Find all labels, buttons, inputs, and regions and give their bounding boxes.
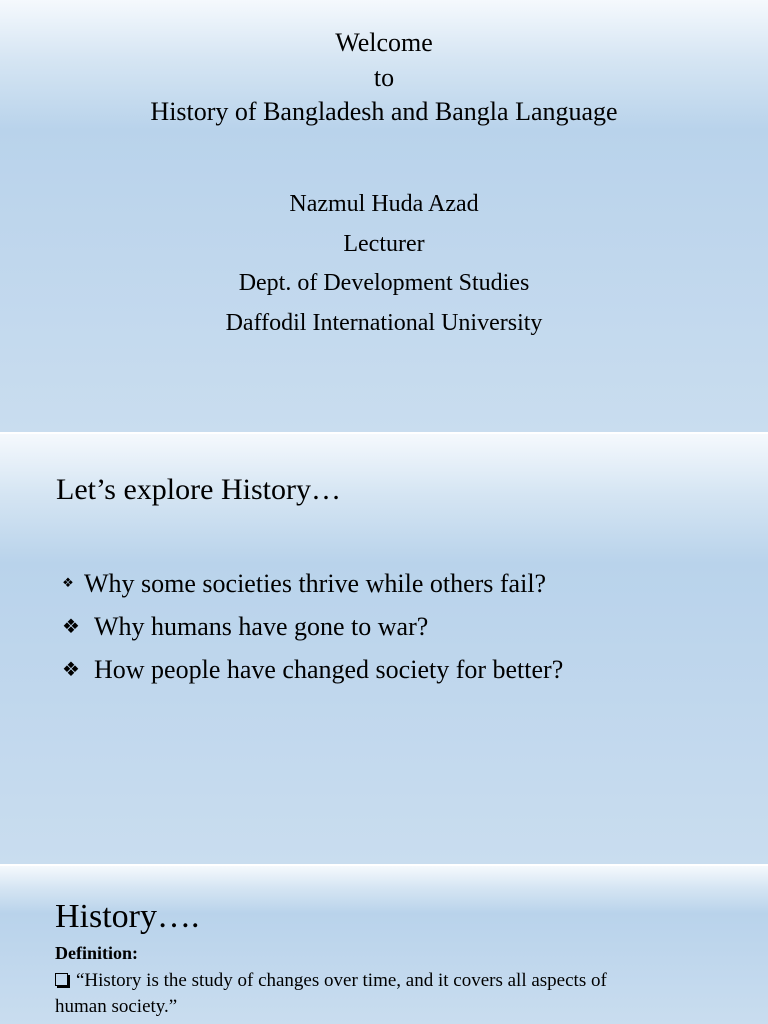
definition-line-1: “History is the study of changes over time, and it covers all aspects of [76, 970, 607, 991]
author-university: Daffodil International University [225, 309, 543, 336]
list-item-text: How people have changed society for better? [94, 655, 564, 684]
list-item [60, 648, 563, 691]
author-name: Nazmul Huda Azad [289, 191, 479, 217]
definition-label: Definition: [55, 943, 138, 963]
course-title: History of Bangladesh and Bangla Language [150, 97, 618, 126]
slide-title [0, 0, 768, 432]
checkbox-bullet-icon [55, 973, 68, 986]
list-item [60, 605, 563, 648]
slide-heading: Let’s explore History… [56, 473, 341, 506]
definition-line-2: human society.” [55, 996, 178, 1017]
list-item [60, 562, 563, 605]
list-item-text: Why humans have gone to war? [94, 612, 429, 641]
title-block [0, 26, 768, 130]
diamond-bullet-icon: ❖ [62, 614, 80, 638]
diamond-bullet-icon: ❖ [62, 657, 80, 681]
author-block [0, 185, 768, 343]
bullet-list [60, 562, 563, 691]
slide-heading: History…. [55, 898, 200, 935]
title-to: to [373, 62, 395, 92]
author-role: Lecturer [343, 230, 425, 257]
title-welcome: Welcome [335, 28, 433, 57]
diamond-bullet-icon: ❖ [62, 576, 74, 591]
slide-history-definition [0, 866, 768, 1024]
list-item-text: Why some societies thrive while others fail? [84, 569, 547, 598]
definition-text [55, 968, 715, 1020]
author-department: Dept. of Development Studies [238, 270, 530, 296]
slide-explore [0, 434, 768, 864]
